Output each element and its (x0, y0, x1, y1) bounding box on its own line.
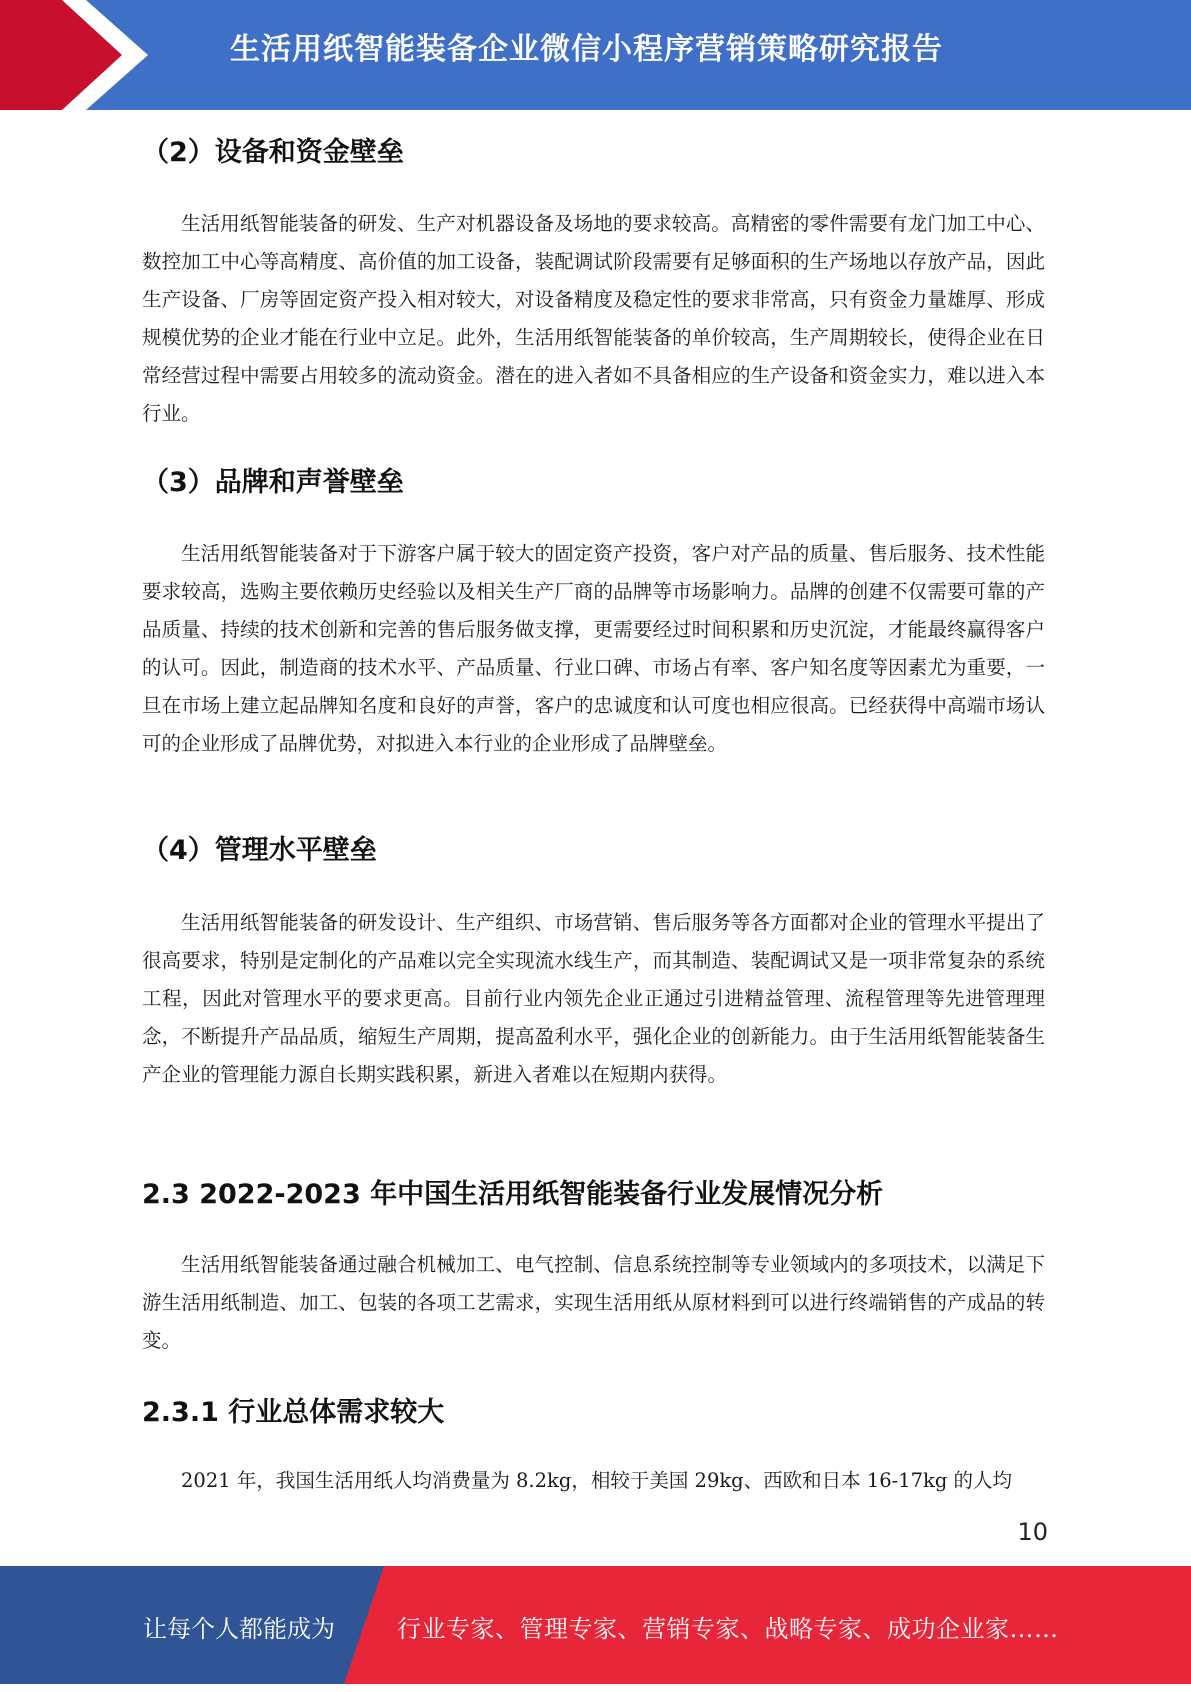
section-paragraph-management: 生活用纸智能装备的研发设计、生产组织、市场营销、售后服务等各方面都对企业的管理水平提出了很高要求，特别是定制化的产品难以完全实现流水线生产，而其制造、装配调试又是一项非常复杂的系统工程，因此对管理水平的要求更高。目前行业内领先企业正通过引进精益管理、流程管理等先进管理理念，不断提升产品品质，缩短生产周期，提高盈利水平，强化企业的创新能力。由于生活用纸智能装备生产企业的管理能力源自长期实践积累，新进入者难以在短期内获得。 (142, 911, 1045, 1086)
footer-slogan-right: 行业专家、管理专家、营销专家、战略专家、成功企业家…… (397, 1615, 1059, 1643)
section-heading-2-3-1: 2.3.1 行业总体需求较大 (142, 1397, 445, 1428)
section-heading-management: （4）管理水平壁垒 (142, 835, 377, 866)
section-heading-2-3: 2.3 2022-2023 年中国生活用纸智能装备行业发展情况分析 (142, 1179, 884, 1210)
page-header (0, 0, 1191, 110)
section-heading-brand-reputation: （3）品牌和声誉壁垒 (142, 467, 404, 498)
section-paragraph-2-3: 生活用纸智能装备通过融合机械加工、电气控制、信息系统控制等专业领域内的多项技术，以满足下游生活用纸制造、加工、包装的各项工艺需求，实现生活用纸从原材料到可以进行终端销售的产成品的转变。 (142, 1253, 1045, 1352)
report-title: 生活用纸智能装备企业微信小程序营销策略研究报告 (230, 32, 943, 67)
page-number: 10 (1017, 1518, 1048, 1546)
footer-slogan-left: 让每个人都能成为 (143, 1615, 335, 1643)
section-paragraph-brand-reputation: 生活用纸智能装备对于下游客户属于较大的固定资产投资，客户对产品的质量、售后服务、技术性能要求较高，选购主要依赖历史经验以及相关生产厂商的品牌等市场影响力。品牌的创建不仅需要可靠的产品质量、持续的技术创新和完善的售后服务做支撑，更需要经过时间积累和历史沉淀，才能最终赢得客户的认可。因此，制造商的技术水平、产品质量、行业口碑、市场占有率、客户知名度等因素尤为重要，一旦在市场上建立起品牌知名度和良好的声誉，客户的忠诚度和认可度也相应很高。已经获得中高端市场认可的企业形成了品牌优势，对拟进入本行业的企业形成了品牌壁垒。 (142, 542, 1045, 755)
section-heading-equipment-capital: （2）设备和资金壁垒 (142, 137, 404, 168)
section-paragraph-equipment-capital: 生活用纸智能装备的研发、生产对机器设备及场地的要求较高。高精密的零件需要有龙门加工中心、数控加工中心等高精度、高价值的加工设备，装配调试阶段需要有足够面积的生产场地以存放产品，因此生产设备、厂房等固定资产投入相对较大，对设备精度及稳定性的要求非常高，只有资金力量雄厚、形成规模优势的企业才能在行业中立足。此外，生活用纸智能装备的单价较高，生产周期较长，使得企业在日常经营过程中需要占用较多的流动资金。潜在的进入者如不具备相应的生产设备和资金实力，难以进入本行业。 (142, 212, 1045, 425)
section-paragraph-2-3-1: 2021 年，我国生活用纸人均消费量为 8.2kg，相较于美国 29kg、西欧和日本 16-17kg 的人均 (181, 1469, 1013, 1492)
page-footer (0, 1566, 1191, 1684)
